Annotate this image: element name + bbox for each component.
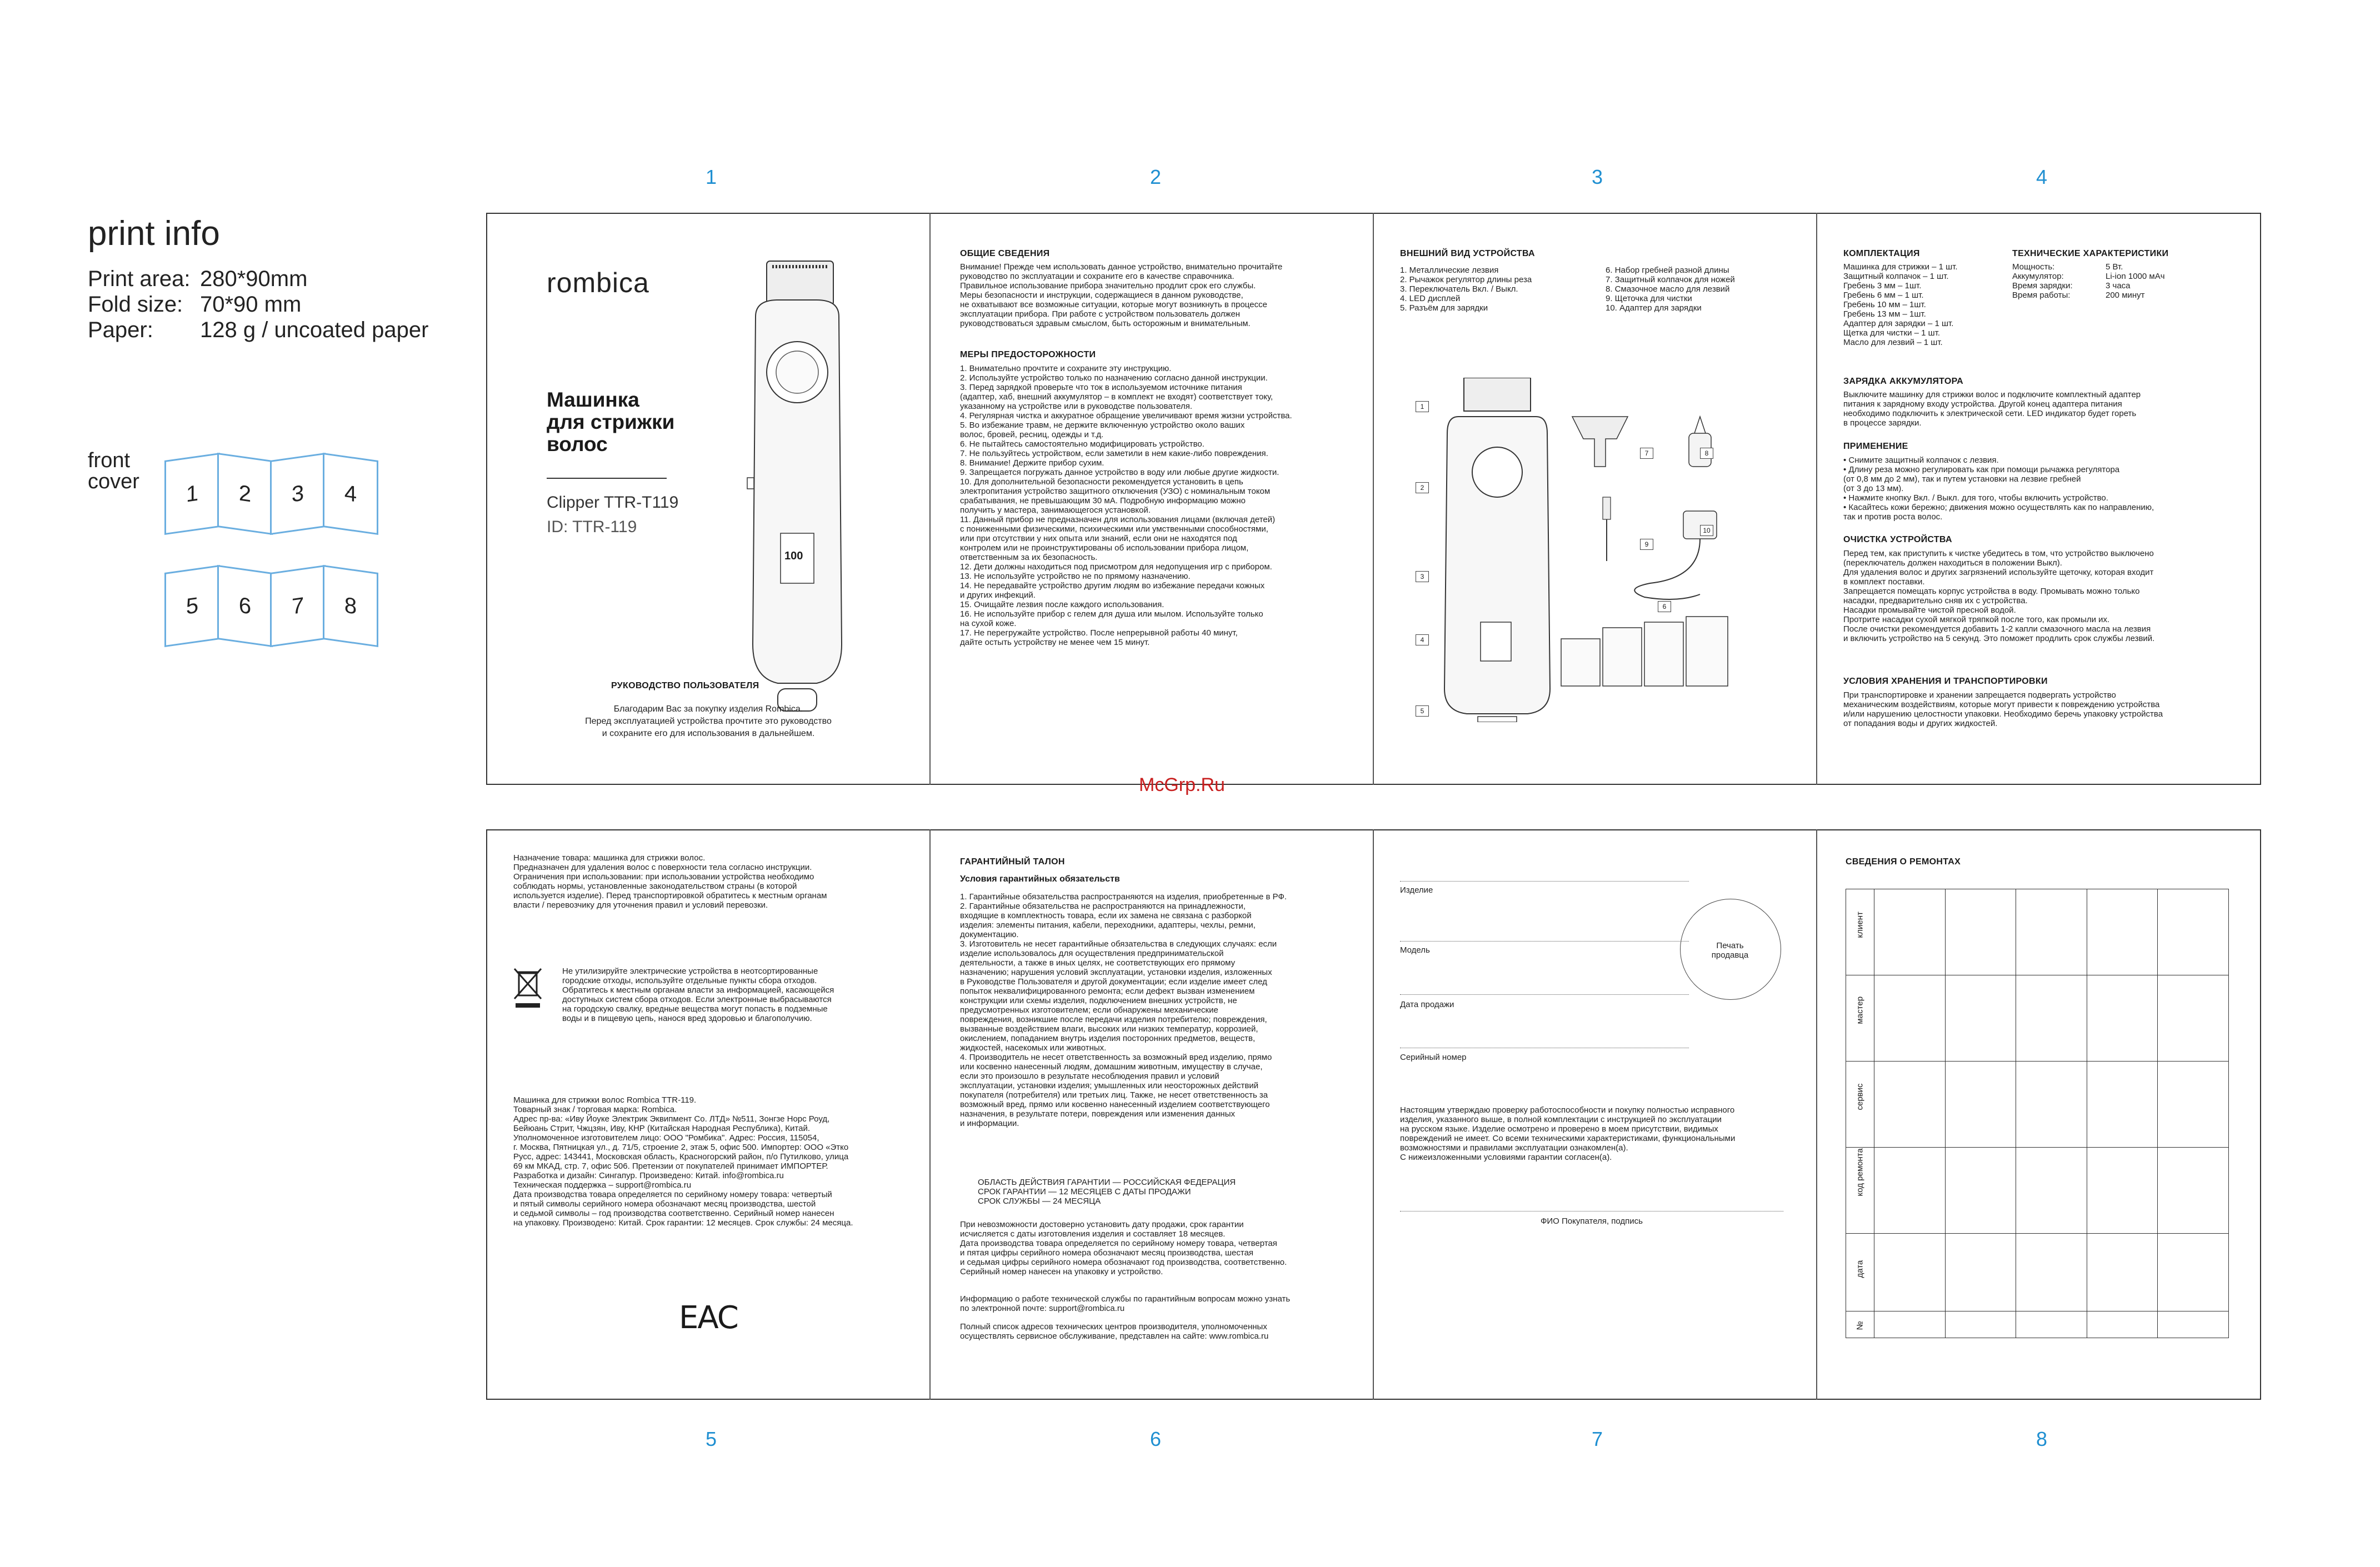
page-number: 5 <box>705 1428 717 1450</box>
weee-bin-icon <box>511 965 544 1010</box>
callout-1: 1 <box>1416 401 1429 412</box>
page-number: 3 <box>1591 166 1603 188</box>
repair-row-label: № <box>1846 1311 1874 1338</box>
fold-diagram-panel: 3 <box>270 453 326 535</box>
section-heading: КОМПЛЕКТАЦИЯ <box>1843 249 1920 258</box>
section-text: При транспортировке и хранении запрещается подвергать устройство механическим воздействиям, которые могут привести к повреждению устройства и/или нарушению целостности упаковки. Необходимо беречь упаковку устройства от попадания воды и других жидкостей. <box>1843 690 2163 728</box>
model-id: ID: TTR-119 <box>547 518 637 536</box>
disposal-text: Не утилизируйте электрические устройства в неотсортированные городские отходы, используйте отдельные пункты сбора отходов. Обратитесь к местным органам власти за информацией, касающейся доступных систем сбора отходов. Если электронные выбрасываются на городскую свалку, вредные вещества могут попасть в подземные воды и в пищевую цепь, нанося вред здоровью и благополучию. <box>562 967 834 1023</box>
section-text: • Снимите защитный колпачок с лезвия. • Длину реза можно регулировать как при помощи рычажка регулятора (от 0,8 мм до 2 мм), так и путем установки на лезвие гребней (от 3 до 13 мм). • Нажмите кнопку Вкл. / Выкл. для того, чтобы включить устройство. • Касайтесь кожи бережно; движения можно осуществлять как по направлению, так и против роста волос. <box>1843 455 2154 522</box>
field-label: Модель <box>1400 945 1430 955</box>
fold-diagram-panel: 5 <box>164 565 220 647</box>
repair-row-label: дата <box>1846 1234 1874 1311</box>
page-number: 2 <box>1149 166 1162 188</box>
eac-mark: EAC <box>679 1300 738 1336</box>
field-label: Серийный номер <box>1400 1053 1467 1062</box>
precautions-list: 1. Внимательно прочтите и сохраните эту инструкцию. 2. Используйте устройство только по назначению согласно данной инструкции. 3. Перед зарядкой проверьте что ток в используемом источнике питания (адаптер, хаб, внешний аккумулятор – в комплект не входят) соответствует току, указанному на устройстве или в руководстве пользователя. 4. Регулярная чистка и аккуратное обращение увеличивают время жизни устройства. 5. Во избежание травм, не держите включенную устройство около ваших волос, бровей, ресниц, одежды и т.д. 6. Не пытайтесь самостоятельно модифицировать устройство. 7. Не пользуйтесь устройством, если заметили в нем какие-либо повреждения. 8. Внимание! Держите прибор сухим. 9. Запрещается погружать данное устройство в воду или любые другие жидкости. 10. Для дополнительной безопасности рекомендуется установить в цепь электропитания устройство защитного отключения (УЗО) с номинальным током срабатывания, не превышающим 30 мА. Подробную информацию можно получить у мастера, занимающегося установкой. 11. Данный прибор не предназначен для использования лицами (включая детей) с пониженными физическими, психическими или умственными способностями, или при отсутствии у них опыта или знаний, если они не находятся под контролем или не проинструктированы об использовании прибора лицом, ответственным за их безопасность. 12. Дети должны находиться под присмотром для недопущения игр с прибором. 13. Не используйте устройство не по прямому назначению. 14. Не передавайте устройство другим людям во избежание передачи кожных и других инфекций. 15. Очищайте лезвия после каждого использования. 16. Не используйте прибор с гелем для душа или мылом. Используйте только на сухой коже. 17. Не перегружайте устройство. После непрерывной работы 40 минут, дайте остыть устройству не менее чем 15 минут. <box>960 364 1292 647</box>
acceptance-text: Настоящим утверждаю проверку работоспособности и покупку полностью исправного изделия, указанного выше, в полной комплектации с инструкцией по эксплуатации на русском языке. Изделие осмотрено и проверено в моем присутствии, видимых повреждений не имеет. Со всеми техническими характеристиками, функциональными возможностями и правилами эксплуатации ознакомлен(а). С нижеизложенными условиями гарантии согласен(а). <box>1400 1105 1736 1162</box>
section-text: При невозможности достоверно установить дату продажи, срок гарантии исчисляется с даты изготовления изделия и составляет 18 месяцев. Дата производства товара определяется по серийному номеру товара, четвертая и пятая цифры серийного номера обозначают месяц производства, шестая и седьмая цифры серийного номера обозначают год производства, соответственно. Серийный номер нанесен на упаковку и устройство. <box>960 1220 1287 1276</box>
section-text: Полный список адресов технических центров производителя, уполномоченных осуществлять сервисное обслуживание, представлен на сайте: www.rombica.ru <box>960 1322 1269 1341</box>
repair-row-label: мастер <box>1846 975 1874 1062</box>
print-info-row: Fold size: 70*90 mm <box>88 292 302 317</box>
field-label: Изделие <box>1400 885 1433 895</box>
thanks-text: Благодарим Вас за покупку изделия Rombica. Перед эксплуатацией устройства прочтите это руководство и сохраните его для использования в дальнейшем. <box>585 704 832 738</box>
section-text: Перед тем, как приступить к чистке убедитесь в том, что устройство выключено (переключатель должен находиться в положении Выкл). Для удаления волос и других загрязнений используйте щеточку, которая входит в комплект поставки. Запрещается помещать корпус устройства в воду. Промывать можно только насадки, предварительно сняв их с устройства. Насадки промывайте чистой пресной водой. Протрите насадки сухой мягкой тряпкой после того, как промыли их. После очистки рекомендуется добавить 1-2 капли смазочного масла на лезвия и включить устройство на 5 секунд. Это поможет продлить срок службы лезвий. <box>1843 549 2155 643</box>
product-purpose-text: Назначение товара: машинка для стрижки волос. Предназначен для удаления волос с поверхности тела согласно инструкции. Ограничения при использовании: при использовании устройства необходимо соблюдать нормы, установленные законодательством страны (в которой используется изделие). Перед транспортировкой обратитесь к местным органам власти / перевозчику для уточнения правил и условий перевозки. <box>513 853 827 910</box>
section-text: Выключите машинку для стрижки волос и подключите комплектный адаптер питания к зарядному входу устройства. Другой конец адаптера питания необходимо подключить к электрической сети. LED индикатор будет гореть в процессе зарядки. <box>1843 390 2141 428</box>
page-number: 7 <box>1591 1428 1603 1450</box>
parts-list-1: 1. Металлические лезвия 2. Рычажок регулятор длины реза 3. Переключатель Вкл. / Выкл. 4. LED дисплей 5. Разъём для зарядки <box>1400 266 1532 313</box>
fold-line <box>929 829 931 1400</box>
fold-diagram-panel: 7 <box>270 565 326 647</box>
section-heading: СВЕДЕНИЯ О РЕМОНТАХ <box>1846 857 1961 867</box>
section-heading: МЕРЫ ПРЕДОСТОРОЖНОСТИ <box>960 350 1096 359</box>
field-label: Дата продажи <box>1400 1000 1454 1009</box>
field-line[interactable] <box>1400 994 1689 995</box>
section-heading: УСЛОВИЯ ХРАНЕНИЯ И ТРАНСПОРТИРОВКИ <box>1843 677 2048 686</box>
callout-4: 4 <box>1416 634 1429 645</box>
section-heading: ГАРАНТИЙНЫЙ ТАЛОН <box>960 857 1065 867</box>
field-line[interactable] <box>1400 881 1689 882</box>
watermark: McGrp.Ru <box>1139 774 1225 795</box>
package-list: Машинка для стрижки – 1 шт. Защитный колпачок – 1 шт. Гребень 3 мм – 1шт. Гребень 6 мм – 1 шт. Гребень 10 мм – 1шт. Гребень 13 мм – 1шт. Адаптер для зарядки – 1 шт. Щетка для чистки – 1 шт. Масло для лезвий – 1 шт. <box>1843 262 1958 347</box>
spec-row: Мощность: 5 Вт. <box>2012 262 2123 272</box>
led-display: 100 <box>784 550 803 562</box>
section-text: Внимание! Прежде чем использовать данное устройство, внимательно прочитайте руководство по эксплуатации и сохраните его в качестве справочника. Правильное использование прибора значительно продлит срок его службы. Меры безопасности и инструкции, содержащиеся в данном руководстве, не охватывают все возможные ситуации, которые могут возникнуть в процессе эксплуатации прибора. При работе с устройством пользователь должен руководствоваться здравым смыслом, быть осторожным и внимательным. <box>960 262 1283 328</box>
field-line[interactable] <box>1400 941 1689 942</box>
fold-diagram-panel: 1 <box>164 453 220 535</box>
cover-title: Машинка для стрижки волос <box>547 388 675 455</box>
callout-5: 5 <box>1416 705 1429 717</box>
repairs-table <box>1846 889 2229 1338</box>
spec-row: Время зарядки: 3 часа <box>2012 281 2131 291</box>
fold-line <box>1816 829 1817 1400</box>
fold-line <box>929 213 931 785</box>
clipper-illustration <box>744 244 850 722</box>
callout-6: 6 <box>1658 601 1671 612</box>
callout-9: 9 <box>1640 539 1653 550</box>
page-number: 6 <box>1149 1428 1162 1450</box>
callout-8: 8 <box>1700 448 1713 459</box>
section-text: Информацию о работе технической службы по гарантийным вопросам можно узнать по электронной почте: support@rombica.ru <box>960 1294 1291 1313</box>
subsection-heading: Условия гарантийных обязательств <box>960 874 1120 884</box>
manual-heading: РУКОВОДСТВО ПОЛЬЗОВАТЕЛЯ <box>611 681 759 690</box>
print-info-row: Paper: 128 g / uncoated paper <box>88 318 429 342</box>
section-heading: ОЧИСТКА УСТРОЙСТВА <box>1843 535 1952 544</box>
fold-diagram-panel: 8 <box>323 565 378 647</box>
section-heading: ОБЩИЕ СВЕДЕНИЯ <box>960 249 1050 258</box>
section-heading: ВНЕШНИЙ ВИД УСТРОЙСТВА <box>1400 249 1535 258</box>
fold-diagram-panel: 2 <box>217 453 273 535</box>
repair-row-label: клиент <box>1846 889 1874 975</box>
print-info-row: Print area: 280*90mm <box>88 267 308 291</box>
callout-10: 10 <box>1700 525 1713 536</box>
model-name: Clipper TTR-T119 <box>547 493 679 512</box>
spec-row: Время работы: 200 минут <box>2012 291 2145 300</box>
signature-label: ФИО Покупателя, подпись <box>1541 1216 1643 1226</box>
fold-line <box>1373 213 1374 785</box>
brand-logo: rombica <box>547 267 649 298</box>
section-heading: ТЕХНИЧЕСКИЕ ХАРАКТЕРИСТИКИ <box>2012 249 2169 258</box>
page-number: 4 <box>2036 166 2048 188</box>
callout-7: 7 <box>1640 448 1653 459</box>
parts-list-2: 6. Набор гребней разной длины 7. Защитный колпачок для ножей 8. Смазочное масло для лезвий 9. Щеточка для чистки 10. Адаптер для зарядки <box>1606 266 1735 313</box>
page-number: 1 <box>705 166 717 188</box>
warranty-terms: ОБЛАСТЬ ДЕЙСТВИЯ ГАРАНТИИ — РОССИЙСКАЯ ФЕДЕРАЦИЯ СРОК ГАРАНТИИ — 12 МЕСЯЦЕВ С ДАТЫ ПРОДАЖИ СРОК СЛУЖБЫ — 24 МЕСЯЦА <box>978 1178 1236 1206</box>
front-cover-label: front cover <box>88 449 139 493</box>
print-info-title: print info <box>88 214 220 253</box>
repair-row-label: код ремонта <box>1846 1148 1874 1234</box>
manufacturer-info: Машинка для стрижки волос Rombica TTR-119. Товарный знак / торговая марка: Rombica. Адрес пр-ва: «Иву Йоуке Электрик Эквипмент Со. ЛТД» №511, Зонгзе Норс Роуд, Бейюань Стрит, Чжцзян, Иву, КНР (Китайская Народная Республика), Китай. Уполномоченное изготовителем лицо: ООО "Ромбика". Адрес: Россия, 115054, г. Москва, Пятницкая ул., д. 71/5, строение 2, этаж 5, офис 500. Импортер: ООО «Этко Русс, адрес: 143441, Московская область, Красногорский район, п/о Путилково, улица 69 км МКАД, стр. 7, офис 506. Претензии от покупателей принимает ИМПОРТЕР. Разработка и дизайн: Сингапур. Произведено: Китай. info@rombica.ru Техническая поддержка – support@rombica.ru Дата производства товара определяется по серийному номеру товара: четвертый и пятый символы серийного номера обозначают месяц производства, шестой и седьмой символы – год производства соответственно. Серийный номер нанесен на упаковку. Производено: Китай. Срок гарантии: 12 месяцев. Срок службы: 24 месяца. <box>513 1095 853 1228</box>
callout-3: 3 <box>1416 571 1429 582</box>
device-parts-illustration <box>1411 378 1778 722</box>
fold-diagram-panel: 4 <box>323 453 378 535</box>
callout-2: 2 <box>1416 482 1429 493</box>
section-heading: ЗАРЯДКА АККУМУЛЯТОРА <box>1843 377 1963 386</box>
section-heading: ПРИМЕНЕНИЕ <box>1843 442 1908 451</box>
seller-stamp-label: Печать продавца <box>1711 941 1749 960</box>
spec-row: Аккумулятор: Li-ion 1000 мАч <box>2012 272 2165 281</box>
repair-row-label: сервис <box>1846 1062 1874 1148</box>
page-number: 8 <box>2036 1428 2048 1450</box>
divider <box>547 478 667 479</box>
fold-diagram-panel: 6 <box>217 565 273 647</box>
warranty-conditions: 1. Гарантийные обязательства распространяются на изделия, приобретенные в РФ. 2. Гарантийные обязательства не распространяются на принадлежности, входящие в комплектность товара, если их замена не связана с разборкой изделия: элементы питания, кабели, переходники, адаптеры, чехлы, ремни, документацию. 3. Изготовитель не несет гарантийные обязательства в следующих случаях: если изделие использовалось для осуществления предпринимательской деятельности, а также в иных целях, не соответствующих его прямому назначению; нарушения условий эксплуатации, установки изделия, изложенных в Руководстве Пользователя и другой документации; если изделие имеет след попыток неквалифицированного ремонта; если дефект вызван изменением конструкции или схемы изделия, подключением внешних устройств, не предусмотренных изготовителем; если обнаружены механические повреждения, возникшие после передачи изделия потребителю; повреждения, вызванные воздействием влаги, высоких или низких температур, коррозией, окислением, попаданием внутрь изделия посторонних предметов, веществ, жидкостей, насекомых или животных. 4. Производитель не несет ответственность за возможный вред изделию, прямо или косвенно нанесенный людям, домашним животным, имуществу в случае, если это произошло в результате несоблюдения правил и условий эксплуатации, установки изделия; умышленных или неосторожных действий покупателя (потребителя) или третьих лиц. Также, не несет ответственность за возможный вред, прямо или косвенно нанесенный изделием соответствующего назначения, в результате потери, повреждения или изменения данных и информации. <box>960 892 1287 1128</box>
fold-line <box>1373 829 1374 1400</box>
